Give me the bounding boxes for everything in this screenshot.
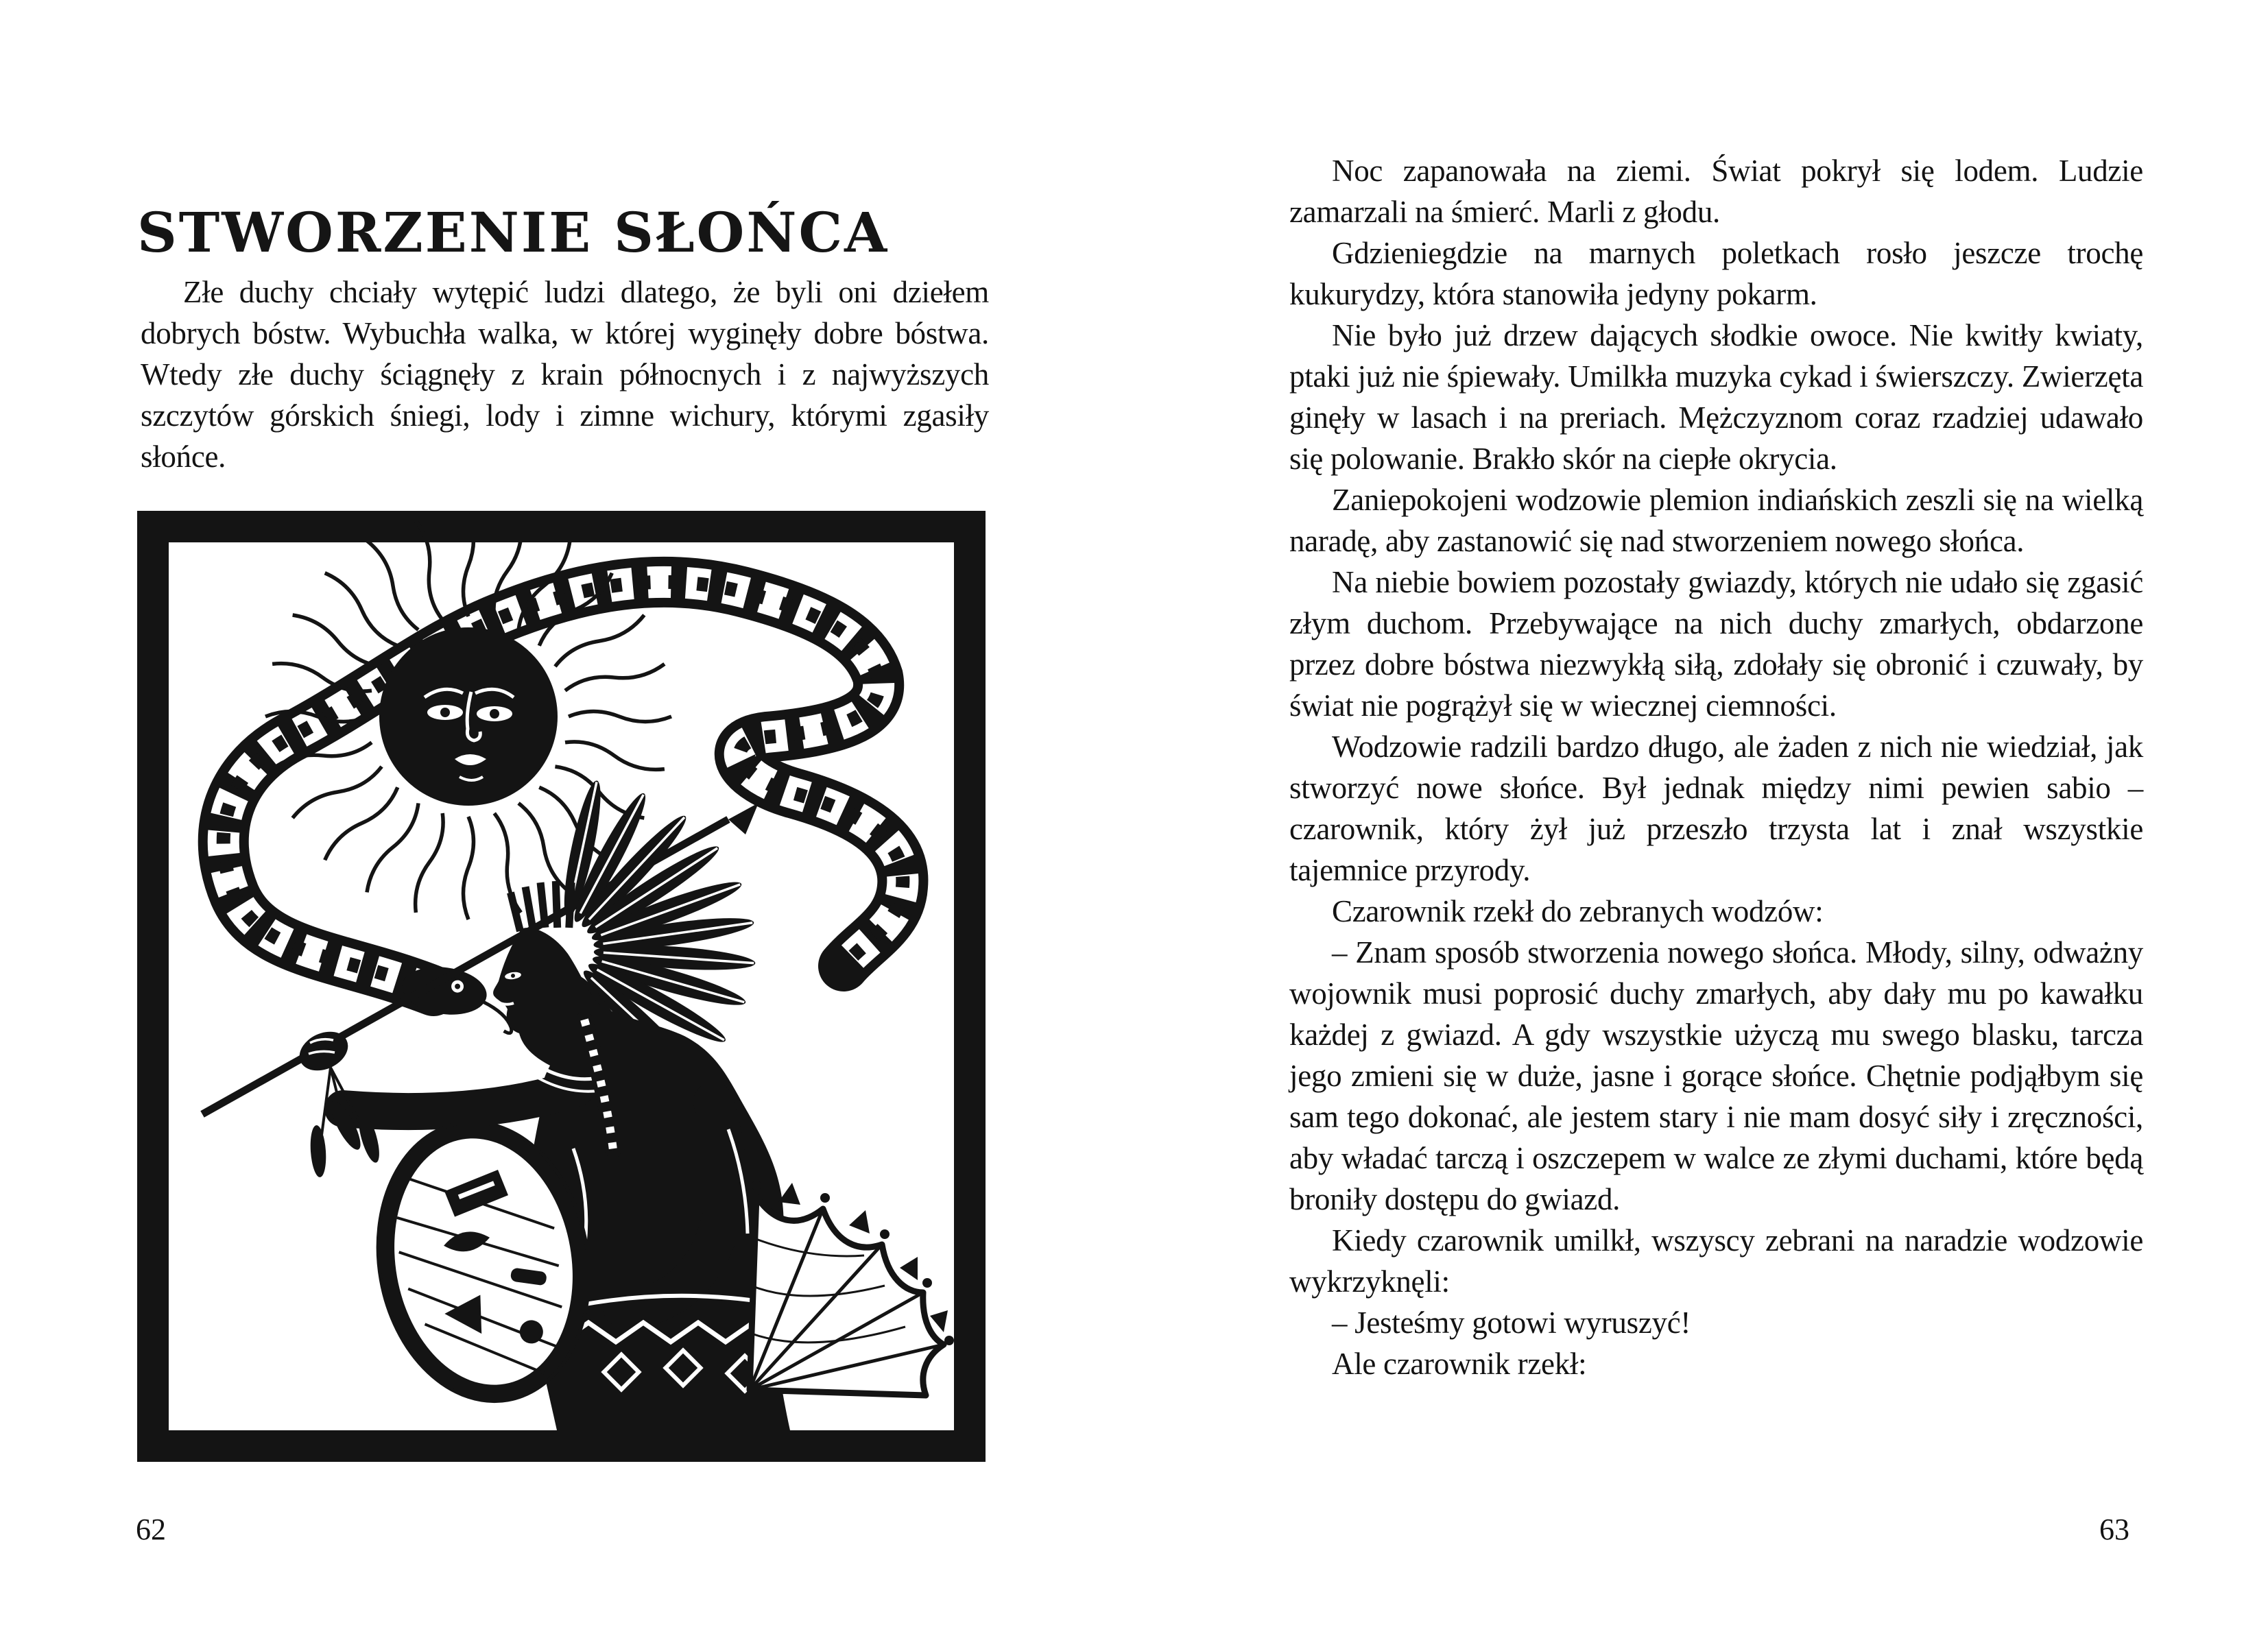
paragraph: Kiedy czarownik umilkł, wszyscy zebrani na naradzie wodzowie wykrzyknęli:: [1289, 1223, 2143, 1299]
page-number-right: 63: [2099, 1513, 2129, 1546]
chapter-title: STWORZENIE SŁOŃCA: [137, 200, 890, 265]
paragraph: Noc zapanowała na ziemi. Świat pokrył się lodem. Ludzie zamarzali na śmierć. Marli z głodu.: [1289, 154, 2143, 229]
paragraph: Gdzieniegdzie na marnych poletkach rosło jeszcze trochę kukurydzy, która stanowiła jedyny pokarm.: [1289, 236, 2143, 311]
illustration-canvas: [137, 511, 986, 1462]
right-page-text: [1289, 150, 2143, 1384]
paragraph: Wodzowie radzili bardzo długo, ale żaden z nich nie wiedział, jak stworzyć nowe słońce. Był jednak między nimi pewien sabio – czarownik, który żył już przeszło trzysta lat i znał wszystkie tajemnice przyrody.: [1289, 730, 2143, 887]
paragraph: Ale czarownik rzekł:: [1332, 1347, 1587, 1381]
left-page-text: [141, 272, 989, 477]
paragraph: Czarownik rzekł do zebranych wodzów:: [1332, 894, 1824, 928]
illustration: [137, 511, 986, 1462]
page-number-left: 62: [136, 1513, 166, 1546]
paragraph: – Jesteśmy gotowi wyruszyć!: [1332, 1306, 1691, 1340]
paragraph: Na niebie bowiem pozostały gwiazdy, których nie udało się zgasić złym duchom. Przebywające na nich duchy zmarłych, obdarzone przez dobre bóstwa niezwykłą siłą, zdołały się obronić i czuwały, by świat nie pogrążył się w wiecznej ciemności.: [1289, 565, 2143, 723]
paragraph: Złe duchy chciały wytępić ludzi dlatego, że byli oni dziełem dobrych bóstw. Wybuchła walka, w której wyginęły dobre bóstwa. Wtedy złe duchy ściągnęły z krain północnych i z najwyższych szczytów górskich śniegi, lody i zimne wichury, którymi zgasiły słońce.: [141, 275, 989, 474]
paragraph: Zaniepokojeni wodzowie plemion indiańskich zeszli się na wielką naradę, aby zastanowić się nad stworzeniem nowego słońca.: [1289, 483, 2143, 558]
paragraph: Nie było już drzew dających słodkie owoce. Nie kwitły kwiaty, ptaki już nie śpiewały. Umilkła muzyka cykad i świerszczy. Zwierzęta ginęły w lasach i na preriach. Mężczyznom coraz rzadziej udawało się polowanie. Brakło skór na ciepłe okrycia.: [1289, 318, 2143, 476]
paragraph: – Znam sposób stworzenia nowego słońca. Młody, silny, odważny wojownik musi poprosić duchy zmarłych, aby dały mu po kawałku każdej z gwiazd. A gdy wszystkie użyczą mu swego blasku, tarcza jego zmieni się w duże, jasne i gorące słońce. Chętnie podjąłbym się sam tego dokonać, ale jestem stary i nie mam dosyć siły i zręczności, aby władać tarczą i oszczepem w walce ze złymi duchami, które będą broniły dostępu do gwiazd.: [1289, 935, 2143, 1216]
